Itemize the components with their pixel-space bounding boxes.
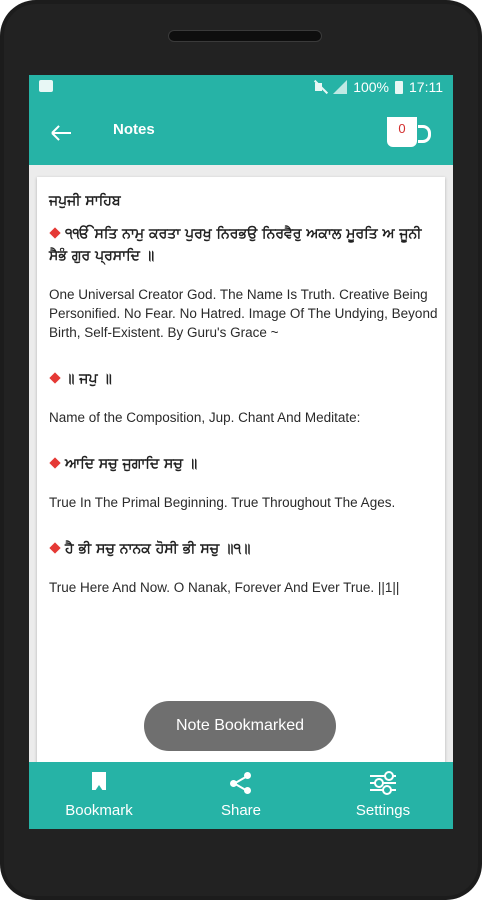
- status-bar: [29, 75, 453, 101]
- notes-cup-button[interactable]: [387, 117, 423, 149]
- verse-english: True Here And Now. O Nanak, Forever And Ever True. ||1||: [49, 580, 400, 595]
- bookmark-button[interactable]: [29, 762, 169, 829]
- notes-content[interactable]: [29, 165, 453, 762]
- diamond-icon: [49, 372, 60, 383]
- app-bar: [29, 101, 453, 165]
- verse-gurmukhi: ਆਦਿ ਸਚੁ ਜੁਗਾਦਿ ਸਚੁ ॥: [49, 453, 441, 475]
- settings-sliders-icon: [370, 773, 396, 793]
- verse-english: One Universal Creator God. The Name Is Truth. Creative Being Personified. No Fear. No Hatred. Image Of The Undying, Beyond Birth, Self-Existent. By Guru's Grace ~: [49, 287, 438, 340]
- screen: [29, 75, 453, 829]
- note-card: [37, 177, 445, 777]
- cup-handle: [418, 125, 431, 143]
- signal-icon: [333, 80, 347, 94]
- clock: 17:11: [409, 79, 443, 95]
- share-label: Share: [220, 802, 262, 819]
- diamond-icon: [49, 542, 60, 553]
- share-button[interactable]: [171, 762, 311, 829]
- battery-icon: [395, 81, 403, 94]
- notes-count-badge: 0: [398, 121, 406, 136]
- battery-percent: 100%: [353, 79, 389, 95]
- share-icon: [230, 772, 252, 794]
- message-notification-icon: [39, 80, 53, 92]
- settings-label: Settings: [355, 802, 411, 819]
- phone-speaker: [168, 30, 322, 42]
- bottom-nav: [29, 762, 453, 829]
- note-body: [49, 193, 441, 623]
- verse-gurmukhi: ॥ ਜਪੁ ॥: [49, 368, 441, 390]
- note-heading: ਜਪੁਜੀ ਸਾਹਿਬ: [49, 193, 121, 209]
- bookmark-label: Bookmark: [65, 802, 133, 819]
- mute-icon: [313, 80, 327, 94]
- verse-english: Name of the Composition, Jup. Chant And Meditate:: [49, 410, 361, 425]
- bookmark-toast: Note Bookmarked: [144, 701, 336, 751]
- verse-english: True In The Primal Beginning. True Throughout The Ages.: [49, 495, 396, 510]
- diamond-icon: [49, 457, 60, 468]
- verse-gurmukhi: ੧ੴ ਸਤਿ ਨਾਮੁ ਕਰਤਾ ਪੁਰਖੁ ਨਿਰਭਉ ਨਿਰਵੈਰੁ ਅਕਾਲ ਮੂਰਤਿ ਅ ਜੂਨੀ ਸੈਭੰ ਗੁਰ ਪ੍ਰਸਾਦਿ ॥: [49, 226, 422, 264]
- page-title: Notes: [113, 121, 155, 138]
- status-right: [313, 79, 443, 95]
- diamond-icon: [49, 227, 60, 238]
- verse-gurmukhi: ਹੈ ਭੀ ਸਚੁ ਨਾਨਕ ਹੋਸੀ ਭੀ ਸਚੁ ॥੧॥: [49, 538, 441, 560]
- bookmark-icon: [92, 772, 106, 790]
- back-arrow-icon[interactable]: [51, 123, 71, 143]
- settings-button[interactable]: [313, 762, 453, 829]
